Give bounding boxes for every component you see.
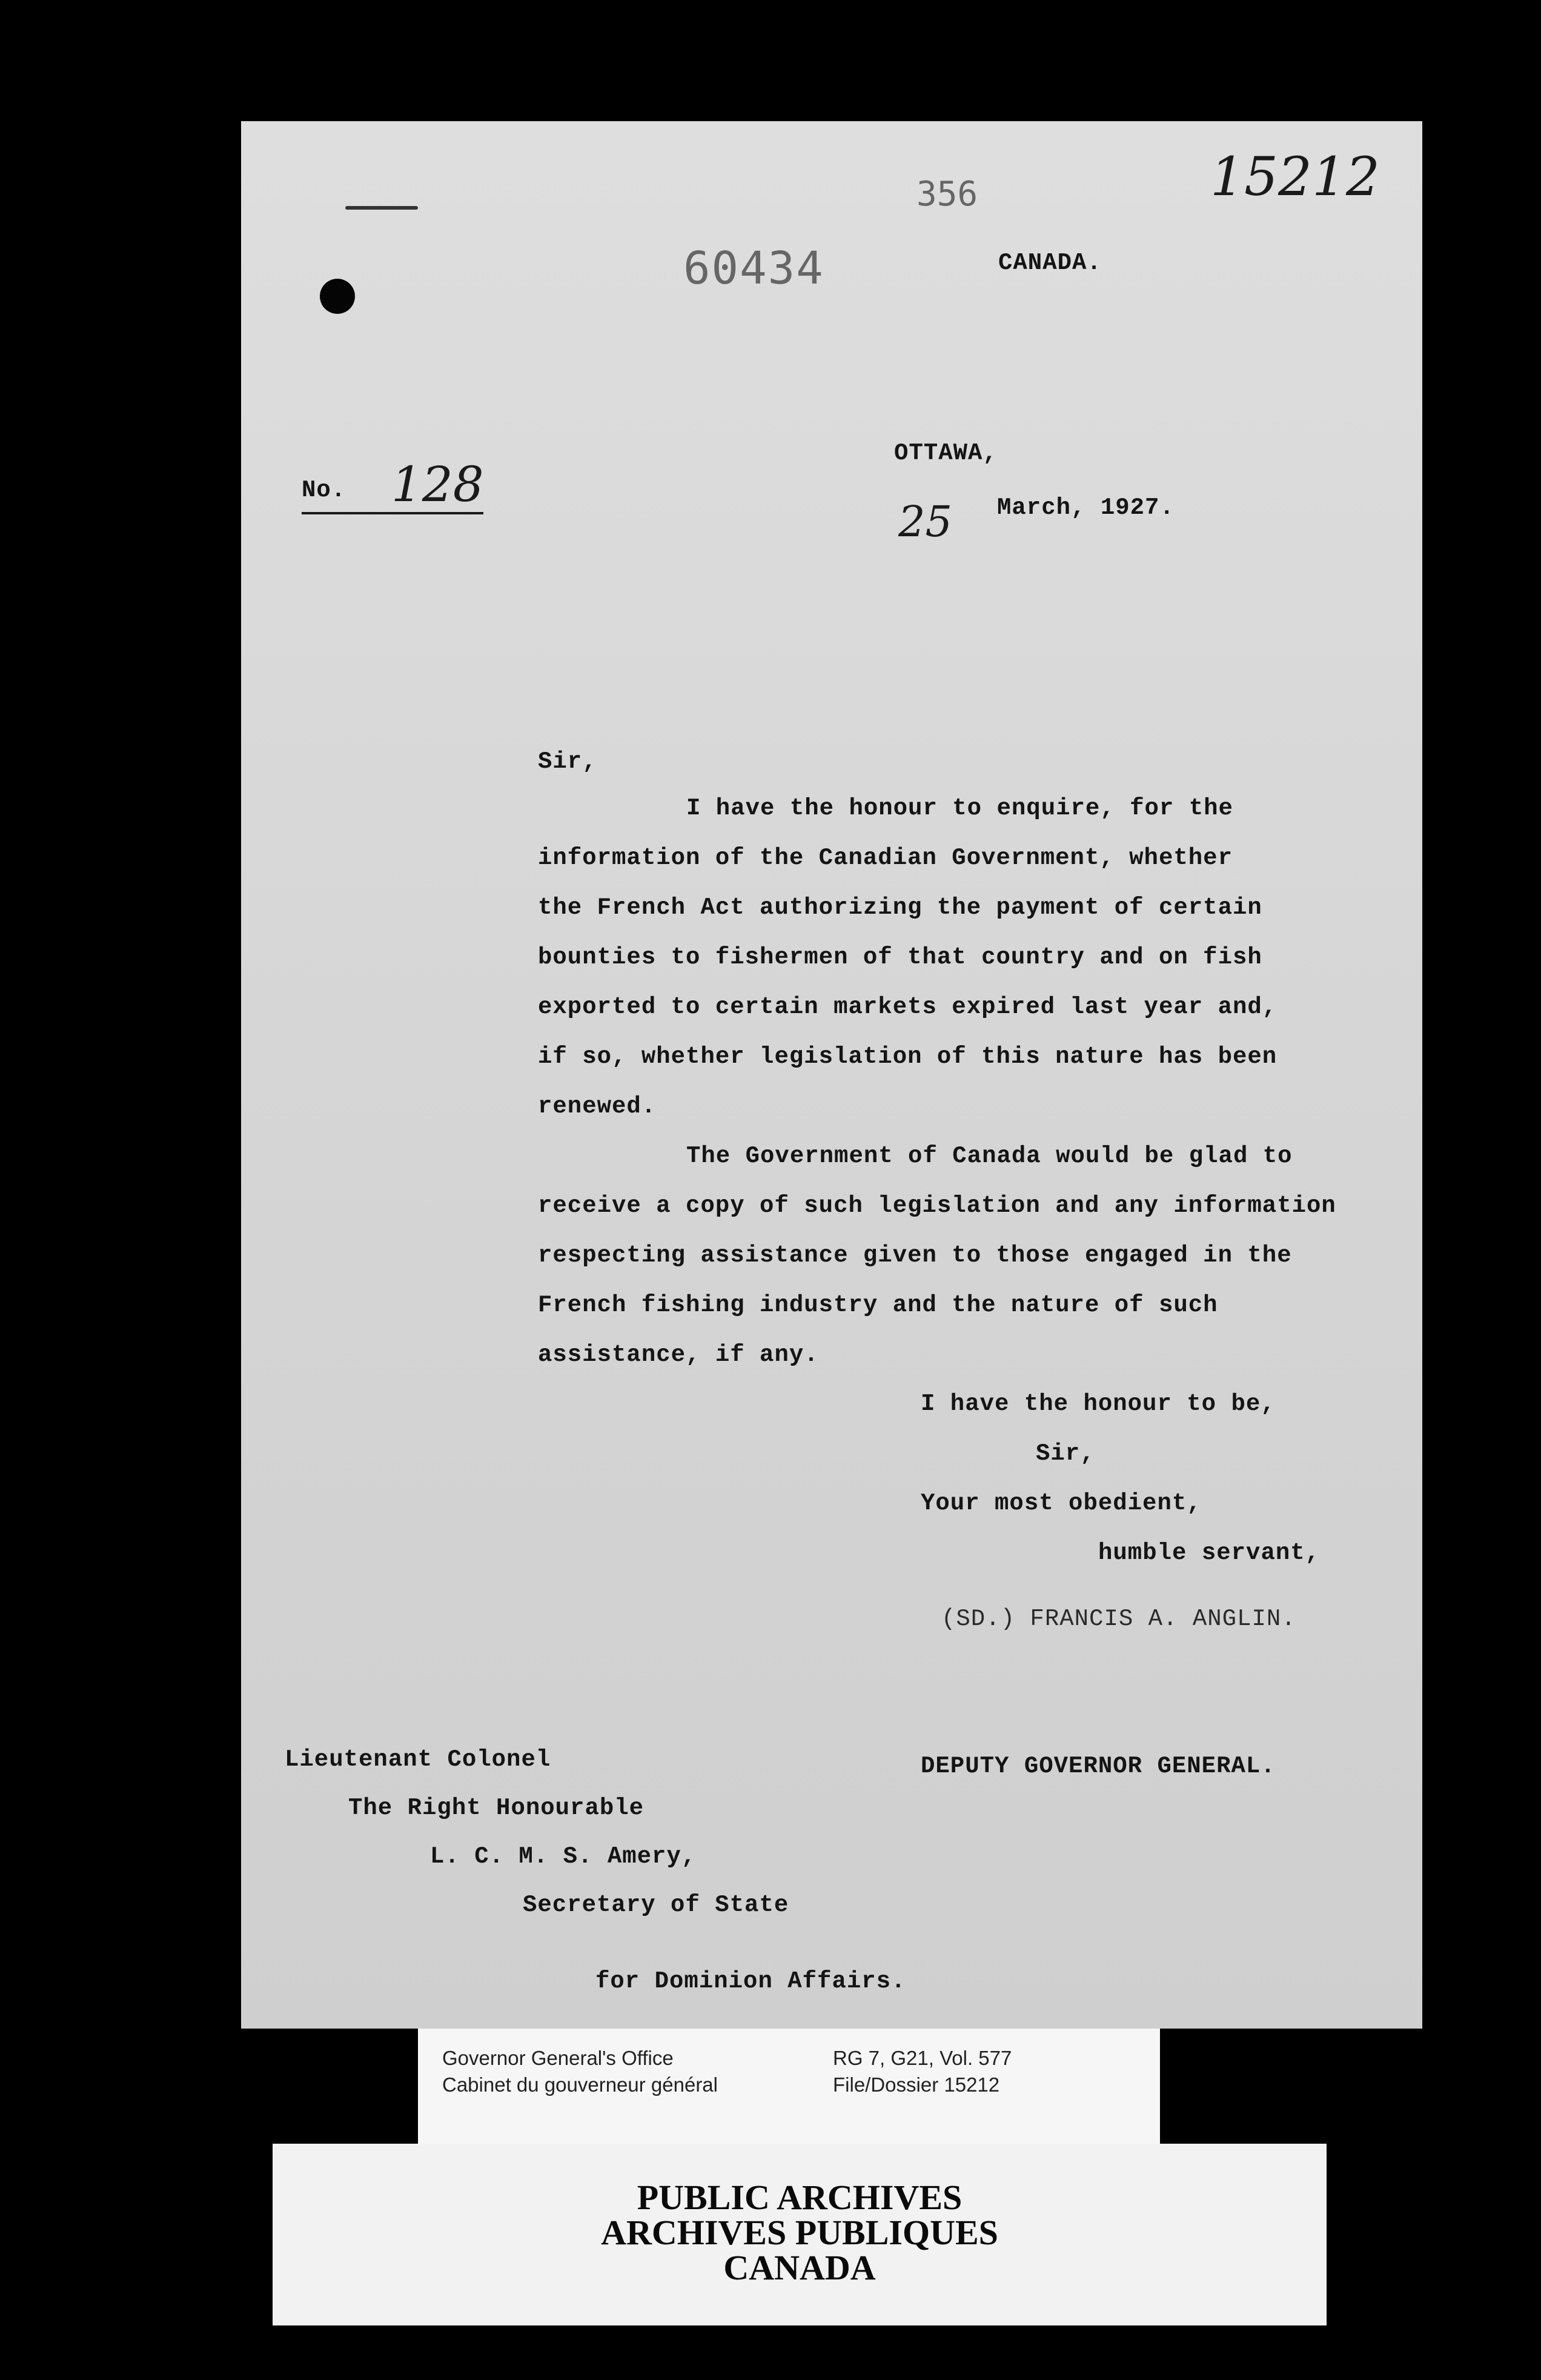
body-line: French fishing industry and the nature of such [538, 1292, 1218, 1318]
body-line: bounties to fishermen of that country and on fish [538, 944, 1262, 971]
body-line: I have the honour to enquire, for the [686, 795, 1233, 822]
closing-line-3: Your most obedient, [921, 1490, 1202, 1517]
letter-number [302, 456, 484, 514]
document-page [241, 121, 1422, 2029]
file-number-stamp: 60434 [683, 242, 824, 294]
punch-hole [320, 279, 355, 314]
addressee-line-3: L. C. M. S. Amery, [430, 1843, 697, 1870]
archive-band-line-1: PUBLIC ARCHIVES [637, 2178, 963, 2217]
letter-number-label: No. [302, 477, 346, 504]
body-line: renewed. [538, 1093, 657, 1120]
closing-line-2: Sir, [1036, 1440, 1095, 1467]
archive-office-en: Governor General's Office [442, 2047, 674, 2069]
signatory-title: DEPUTY GOVERNOR GENERAL. [921, 1753, 1276, 1780]
addressee-line-4: Secretary of State [523, 1892, 789, 1918]
addressee-line-5: for Dominion Affairs. [595, 1968, 906, 1995]
body-line: The Government of Canada would be glad to [686, 1143, 1293, 1169]
body-line: if so, whether legislation of this nature has been [538, 1043, 1278, 1070]
country-heading: CANADA. [998, 250, 1102, 276]
archive-file: File/Dossier 15212 [833, 2073, 1000, 2096]
closing-line-1: I have the honour to be, [921, 1391, 1276, 1417]
body-line: receive a copy of such legislation and any information [538, 1192, 1336, 1219]
body-paragraph-1 [538, 795, 1374, 1146]
handwritten-file-number: 15212 [1210, 145, 1380, 208]
archive-band-line-2: ARCHIVES PUBLIQUES [601, 2213, 998, 2252]
date-month-year: March, 1927. [997, 494, 1175, 521]
body-line: respecting assistance given to those engaged in the [538, 1242, 1292, 1269]
salutation: Sir, [538, 748, 597, 775]
archive-office-fr: Cabinet du gouverneur général [442, 2073, 718, 2096]
archive-band-line-3: CANADA [723, 2248, 876, 2287]
body-line: information of the Canadian Government, whether [538, 845, 1233, 871]
ink-dash-mark [345, 206, 418, 210]
page-number-stamp: 356 [916, 175, 978, 214]
body-line: assistance, if any. [538, 1341, 819, 1368]
closing-line-4: humble servant, [1098, 1540, 1321, 1566]
date-day: 25 [898, 497, 953, 547]
archive-reference: RG 7, G21, Vol. 577 [833, 2047, 1012, 2069]
archive-reference-card [418, 2029, 1160, 2144]
body-line: the French Act authorizing the payment of certain [538, 894, 1262, 921]
archive-band [273, 2144, 1327, 2325]
city-heading: OTTAWA, [894, 440, 998, 467]
letter-number-value: 128 [391, 456, 484, 513]
signature-line: (SD.) FRANCIS A. ANGLIN. [941, 1606, 1296, 1632]
addressee-line-1: Lieutenant Colonel [285, 1746, 551, 1773]
body-line: exported to certain markets expired last year and, [538, 994, 1278, 1020]
addressee-line-2: The Right Honourable [348, 1795, 645, 1821]
body-paragraph-2 [538, 1143, 1374, 1397]
